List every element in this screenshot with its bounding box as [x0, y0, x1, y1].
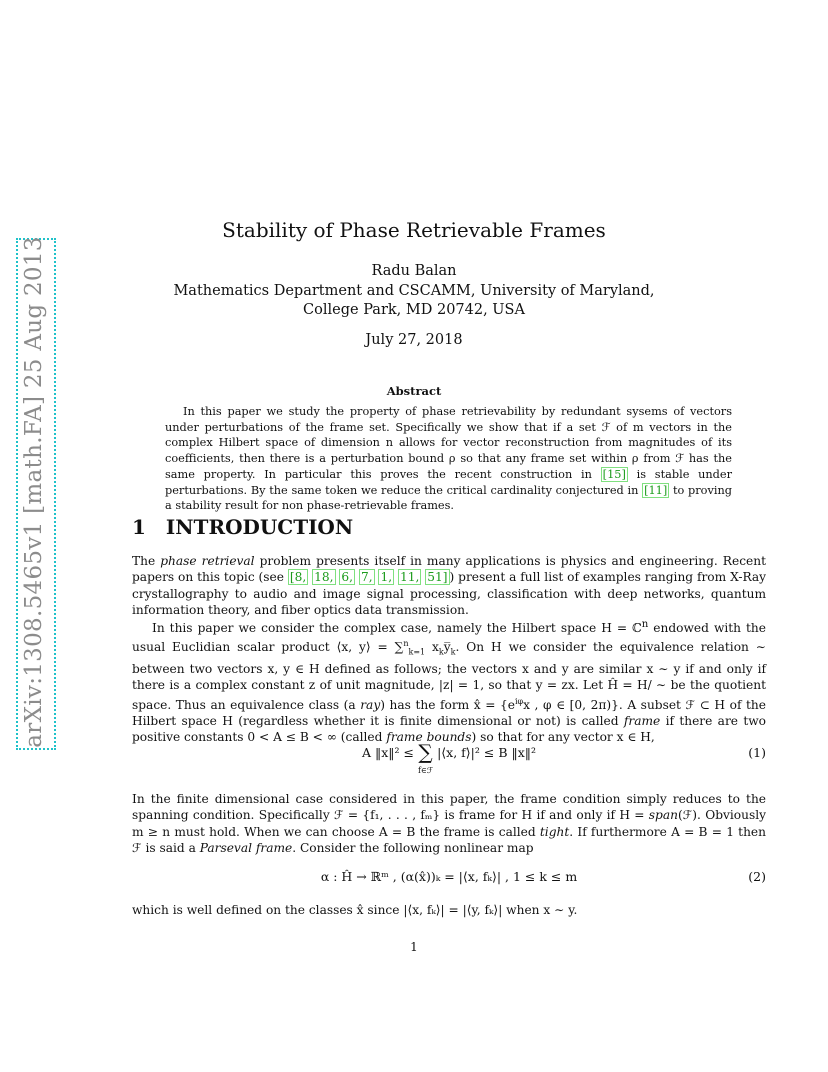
equation-2-formula: α : Ĥ → ℝᵐ , (α(x̂))ₖ = |⟨x, fₖ⟩| , 1 ≤ k ≤ m — [320, 869, 578, 884]
citation-link[interactable]: 7, — [360, 570, 373, 585]
author-name: Radu Balan — [371, 263, 457, 279]
section-number: 1 — [132, 515, 146, 539]
citation-link[interactable]: 18, — [314, 570, 334, 585]
equation-2-label: (2) — [748, 869, 766, 884]
affiliation-line1: Mathematics Department and CSCAMM, University of Maryland, — [173, 283, 655, 299]
arxiv-identifier[interactable]: arXiv:1308.5465v1 [math.FA] 25 Aug 2013 — [21, 236, 47, 748]
intro-paragraph-4: which is well defined on the classes x̂ since |⟨x, fₖ⟩| = |⟨y, fₖ⟩| when x ∼ y. — [132, 903, 578, 917]
abstract-heading: Abstract — [386, 384, 442, 398]
affiliation-line2: College Park, MD 20742, USA — [303, 302, 525, 318]
citation-link[interactable]: [11] — [644, 483, 668, 497]
equation-1-label: (1) — [748, 745, 766, 760]
citation-link[interactable]: 6, — [341, 570, 354, 585]
citation-link[interactable]: [15] — [602, 467, 626, 481]
equation-1 — [132, 740, 766, 785]
abstract-text: In this paper we study the property of phase retrievability by redundant sysems of vectors under perturbations of the frame set. Specifically we show that if a set ℱ of m vectors in the complex Hilbert space of dimension n allows for vector reconstruction from magnitudes of its coefficients, then there is a perturbation bound ρ so that any frame set within ρ from ℱ has the same property. In particular this proves the recent construction in [15] is stable under perturbations. By the same token we reduce the critical cardinality conjectured in [11] to proving a stability result for non phase-retrievable frames. — [165, 405, 733, 513]
paper-title: Stability of Phase Retrievable Frames — [222, 218, 606, 242]
citation-link[interactable]: 11, — [400, 570, 420, 585]
equation-2 — [132, 869, 766, 889]
citation-link[interactable]: 1, — [380, 570, 393, 585]
citation-link[interactable]: 51] — [427, 570, 448, 585]
section-heading — [132, 515, 353, 539]
intro-paragraph-2: In this paper we consider the complex case, namely the Hilbert space H = ℂ$^n$ endowed with the usual Euclidian scalar product ⟨x, y⟩ = ∑$^n_{k=1}$ $x_ky̅_k$. On H we consider the equivalence relation ∼ between two vectors x, y ∈ H defined as follows; the vectors x and y are similar x ∼ y if and only if there is a complex constant z of unit magnitude, |z| = 1, so that y = zx. Let Ĥ = H/ ∼ be the quotient space. Thus an equivalence class (a ray) has the form x̂ = {$e^{i\varphi}x$ , φ ∈ [0, 2π)}. A subset ℱ ⊂ H of the Hilbert space H (regardless whether it is finite dimensional or not) is called frame if there are two positive constants 0 < A ≤ B < ∞ (called frame bounds) so that for any vector x ∈ H, — [132, 619, 766, 745]
page-number: 1 — [410, 940, 418, 954]
section-title: INTRODUCTION — [165, 515, 354, 539]
citation-link[interactable]: [8, — [289, 570, 307, 585]
paper-date: July 27, 2018 — [365, 332, 463, 348]
intro-paragraph-1: The phase retrieval problem presents itself in many applications is physics and engineering. Recent papers on this topic (see [8, 18, 6, 7, 1, 11, 51] ) present a full list of examples ranging from X-Ray crystallography to audio and image signal processing, classification with deep networks, quantum information theory, and fiber optics data transmission. — [132, 554, 767, 617]
equation-1-formula: A ‖x‖² ≤ ∑ f∈ℱ |⟨x, f⟩|² ≤ B ‖x‖² — [361, 740, 537, 775]
intro-paragraph-3: In the finite dimensional case considered in this paper, the frame condition simply reduces to the spanning condition. Specifically ℱ = {f₁, . . . , fₘ} is frame for H if and only if H = span(ℱ). Obviously m ≥ n must hold. When we can choose A = B the frame is called tight. If furthermore A = B = 1 then ℱ is said a Parseval frame. Consider the following nonlinear map — [132, 792, 766, 855]
